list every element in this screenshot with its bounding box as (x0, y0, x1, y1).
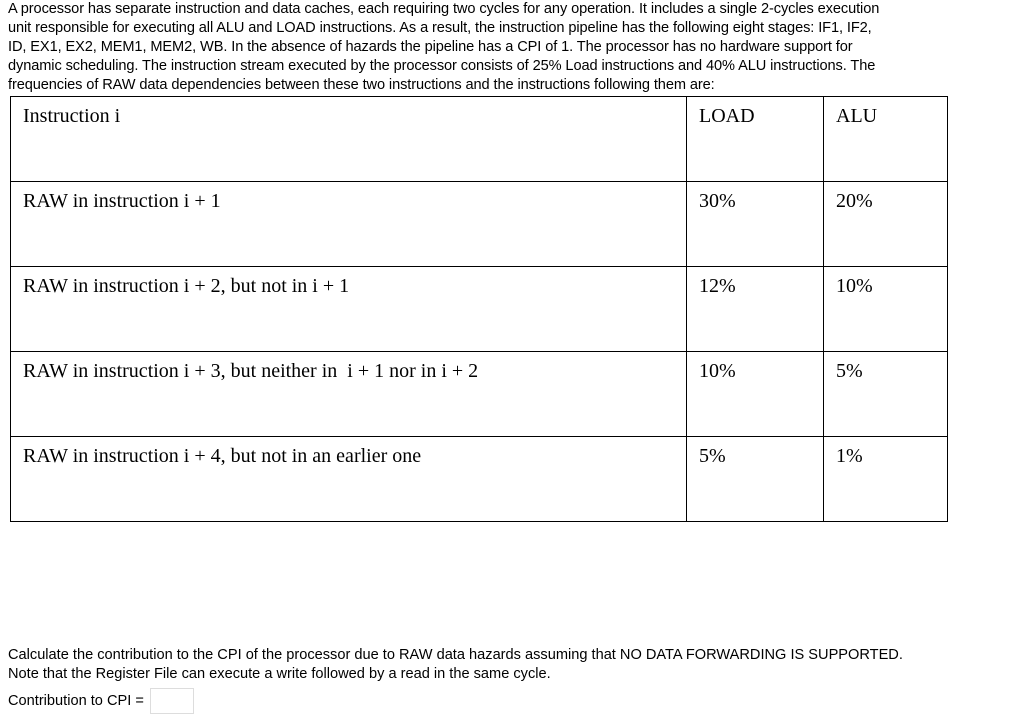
table-row (11, 267, 948, 352)
intro-line: dynamic scheduling. The instruction stream executed by the processor consists of 25% Load instructions and 40% ALU instructions. The (8, 58, 876, 74)
intro-line: unit responsible for executing all ALU and LOAD instructions. As a result, the instruction pipeline has the following eight stages: IF1, IF2, (8, 20, 872, 36)
intro-line: frequencies of RAW data dependencies between these two instructions and the instructions following them are: (8, 77, 715, 93)
alu-value: 1% (824, 437, 948, 522)
raw-dependency-table (10, 96, 948, 522)
question (8, 646, 903, 714)
question-line: Note that the Register File can execute a write followed by a read in the same cycle. (8, 666, 551, 682)
table-header-row (11, 97, 948, 182)
question-line: Calculate the contribution to the CPI of the processor due to RAW data hazards assuming that NO DATA FORWARDING IS SUPPORTED. (8, 647, 903, 663)
load-value: 12% (687, 267, 824, 352)
row-label: RAW in instruction i + 4, but not in an earlier one (11, 437, 687, 522)
table-row (11, 352, 948, 437)
problem-description (8, 0, 879, 95)
alu-value: 5% (824, 352, 948, 437)
row-label: RAW in instruction i + 3, but neither in i + 1 nor in i + 2 (11, 352, 687, 437)
answer-row (8, 688, 903, 714)
load-value: 5% (687, 437, 824, 522)
cpi-answer-input[interactable] (150, 688, 194, 714)
row-label: RAW in instruction i + 1 (11, 182, 687, 267)
header-load: LOAD (687, 97, 824, 182)
alu-value: 10% (824, 267, 948, 352)
row-label: RAW in instruction i + 2, but not in i + 1 (11, 267, 687, 352)
intro-line: A processor has separate instruction and data caches, each requiring two cycles for any operation. It includes a single 2-cycles execution (8, 1, 880, 17)
table-row (11, 182, 948, 267)
table-row (11, 437, 948, 522)
load-value: 10% (687, 352, 824, 437)
intro-line: ID, EX1, EX2, MEM1, MEM2, WB. In the absence of hazards the pipeline has a CPI of 1. The processor has no hardware support for (8, 39, 853, 55)
header-alu: ALU (824, 97, 948, 182)
load-value: 30% (687, 182, 824, 267)
answer-label: Contribution to CPI = (8, 692, 144, 709)
alu-value: 20% (824, 182, 948, 267)
header-instruction: Instruction i (11, 97, 687, 182)
